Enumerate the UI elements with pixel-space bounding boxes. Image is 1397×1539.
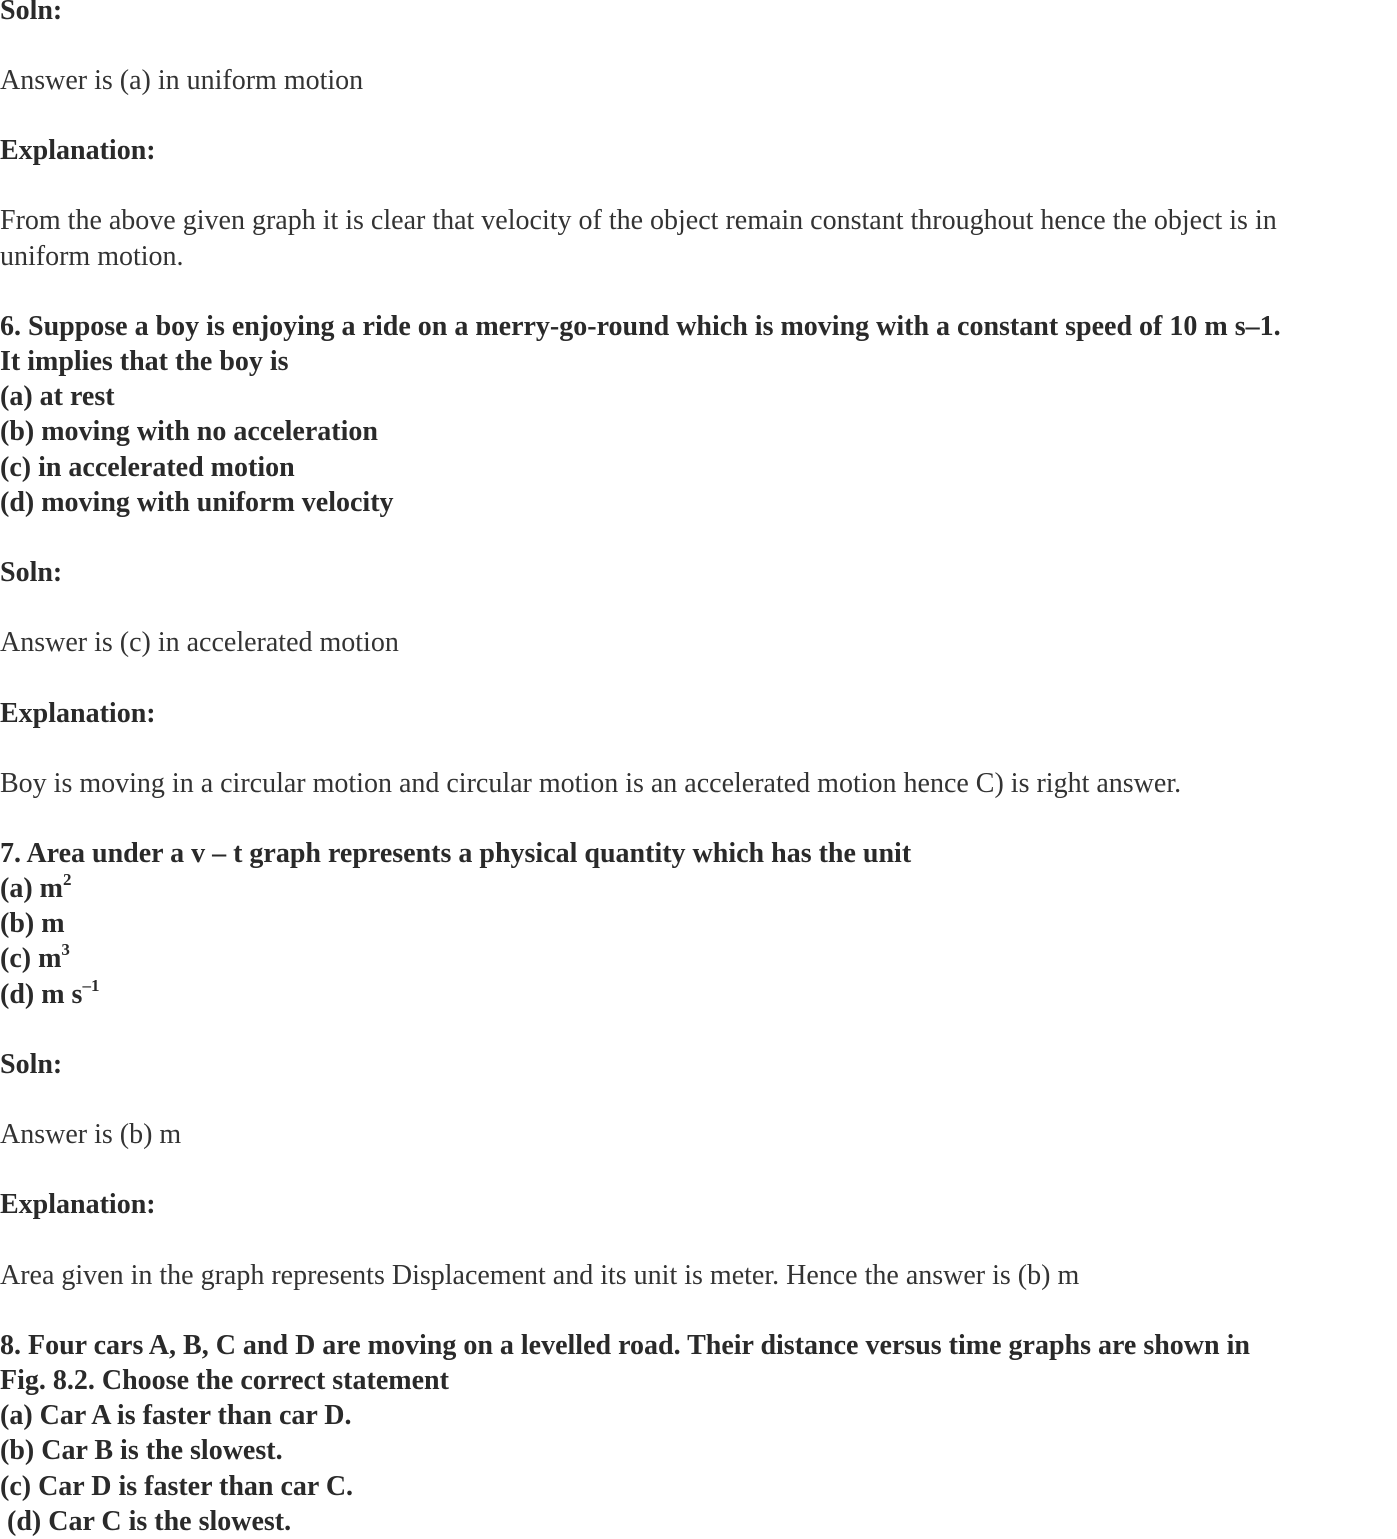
solution-heading: Soln: [0, 1049, 63, 1080]
explanation-heading: Explanation: [0, 698, 156, 729]
answer-text: Answer is (c) in accelerated motion [0, 627, 399, 658]
question-8-text: 8. Four cars A, B, C and D are moving on a levelled road. Their distance versus time graphs are shown in [0, 1330, 1250, 1361]
answer-text: Answer is (b) m [0, 1119, 182, 1150]
question-option: (c) in accelerated motion [0, 452, 295, 483]
explanation-heading: Explanation: [0, 135, 156, 166]
solution-heading: Soln: [0, 0, 63, 26]
superscript: 2 [62, 870, 72, 889]
question-6-text: 6. Suppose a boy is enjoying a ride on a merry-go-round which is moving with a constant speed of 10 m s–1. [0, 311, 1281, 342]
explanation-text: uniform motion. [0, 241, 184, 272]
question-6-text: It implies that the boy is [0, 346, 289, 377]
question-option: (d) Car C is the slowest. [0, 1506, 292, 1537]
solution-heading: Soln: [0, 557, 63, 588]
question-option: (a) Car A is faster than car D. [0, 1400, 352, 1431]
explanation-text: Boy is moving in a circular motion and circular motion is an accelerated motion hence C) is right answer. [0, 768, 1182, 799]
question-option: (c) Car D is faster than car C. [0, 1471, 354, 1502]
explanation-text: Area given in the graph represents Displacement and its unit is meter. Hence the answer is (b) m [0, 1260, 1080, 1291]
explanation-heading: Explanation: [0, 1189, 156, 1220]
question-option [0, 942, 70, 976]
question-option: (b) m [0, 908, 65, 939]
question-8-text: Fig. 8.2. Choose the correct statement [0, 1365, 449, 1396]
question-option [0, 978, 99, 1012]
explanation-text: From the above given graph it is clear that velocity of the object remain constant throughout hence the object is in [0, 205, 1277, 236]
superscript: –1 [82, 976, 100, 995]
superscript: 3 [61, 940, 70, 959]
question-option: (b) Car B is the slowest. [0, 1435, 283, 1466]
option-text: (c) m [0, 943, 62, 974]
option-text: (a) m [0, 873, 63, 904]
question-option: (b) moving with no acceleration [0, 416, 378, 447]
question-option [0, 872, 71, 906]
question-option: (d) moving with uniform velocity [0, 487, 394, 518]
question-option: (a) at rest [0, 381, 115, 412]
answer-text: Answer is (a) in uniform motion [0, 65, 364, 96]
question-7-text: 7. Area under a v – t graph represents a physical quantity which has the unit [0, 838, 912, 869]
option-text: (d) m s [0, 979, 83, 1010]
